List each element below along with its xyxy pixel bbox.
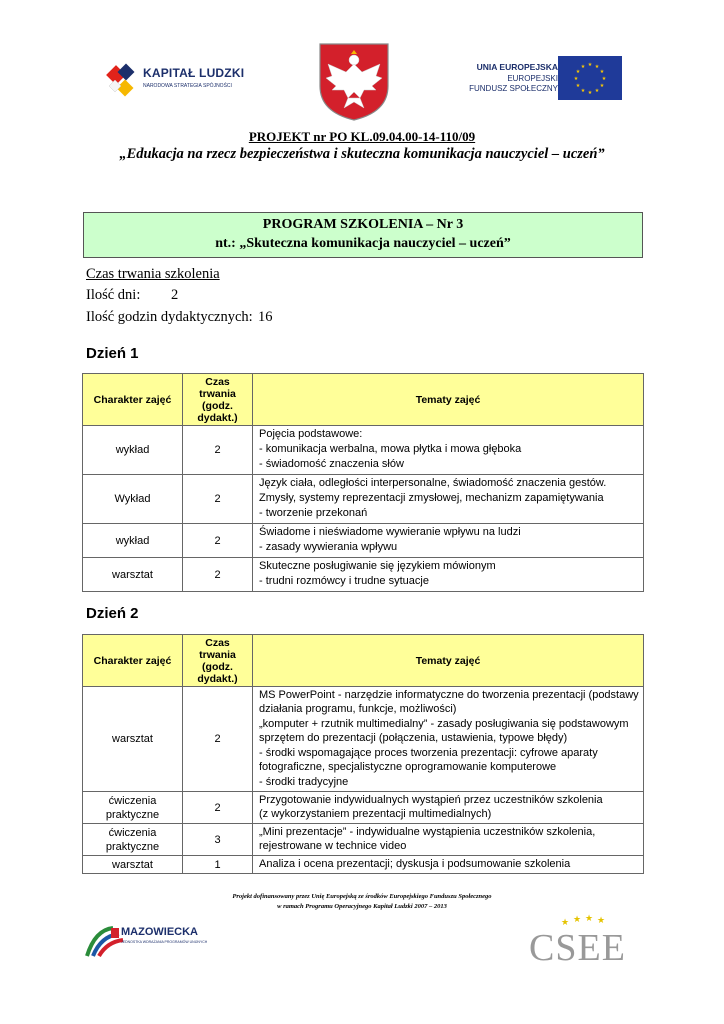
svg-text:★: ★ — [596, 916, 606, 926]
svg-text:★: ★ — [573, 76, 579, 82]
table-row: wykład 2 Świadome i nieświadome wywieranie wpływu na ludzi - zasady wywierania wpływu — [83, 524, 644, 558]
project-title: „Edukacja na rzecz bezpieczeństwa i skuteczna komunikacja nauczyciel – uczeń” — [119, 146, 605, 162]
day1-title: Dzień 1 — [86, 345, 139, 362]
hours-label: Ilość godzin dydaktycznych: — [86, 309, 253, 325]
duration-heading: Czas trwania szkolenia — [86, 266, 220, 282]
svg-text:★: ★ — [599, 69, 605, 75]
footer-line2: w ramach Programu Operacyjnego Kapitał Ludzki 2007 – 2013 — [277, 903, 447, 910]
mazowsze-crest — [318, 42, 390, 122]
eu-efs-logo — [448, 52, 628, 104]
svg-text:★: ★ — [584, 914, 594, 924]
header-charakter: Charakter zajęć — [83, 374, 183, 426]
svg-text:★: ★ — [575, 69, 581, 75]
program-box — [83, 212, 643, 258]
program-topic: nt.: „Skuteczna komunikacja nauczyciel – uczeń” — [215, 236, 511, 251]
day2-title: Dzień 2 — [86, 605, 139, 622]
svg-text:★: ★ — [560, 918, 570, 928]
table-row: Wykład 2 Język ciała, odległości interpersonalne, świadomość znaczenia gestów. Zmysły, systemy reprezentacji zmysłowej, mechanizm zapamiętywania - tworzenie przekonań — [83, 475, 644, 524]
mazowiecka-logo — [85, 918, 210, 963]
header-tematy: Tematy zajęć — [253, 374, 644, 426]
table-row: warsztat 1 Analiza i ocena prezentacji; dyskusja i podsumowanie szkolenia — [83, 856, 644, 874]
eagle-crest-icon — [318, 42, 390, 122]
table-row: ćwiczenia praktyczne 3 „Mini prezentacje” - indywidualne wystąpienia uczestników szkolenia, rejestrowane w technice video — [83, 824, 644, 856]
header-czas: Czas trwania (godz. dydakt.) — [183, 635, 253, 687]
footer-line1: Projekt dofinansowany przez Unię Europejską ze środków Europejskiego Funduszu Społecznego — [232, 893, 492, 900]
maz-subtitle: JEDNOSTKA WDRAŻANIA PROGRAMÓW UNIJNYCH — [121, 940, 208, 944]
csee-logo — [525, 912, 640, 972]
svg-text:★: ★ — [580, 88, 586, 94]
project-code: PROJEKT nr PO KL.09.04.00-14-110/09 — [248, 129, 476, 144]
table-row: ćwiczenia praktyczne 2 Przygotowanie indywidualnych wystąpień przez uczestników szkolenia (z wykorzystaniem prezentacji multimedialnych) — [83, 792, 644, 824]
svg-text:★: ★ — [594, 88, 600, 94]
csee-text: CSEE — [529, 927, 626, 969]
svg-text:★: ★ — [594, 64, 600, 70]
maz-name: MAZOWIECKA — [121, 926, 198, 938]
table-header-row — [83, 374, 644, 426]
svg-text:★: ★ — [575, 83, 581, 89]
svg-text:★: ★ — [601, 76, 607, 82]
svg-text:★: ★ — [599, 83, 605, 89]
table-row: warsztat 2 Skuteczne posługiwanie się językiem mówionym - trudni rozmówcy i trudne sytuacje — [83, 558, 644, 592]
day2-table — [82, 634, 644, 874]
eu-line3: FUNDUSZ SPOŁECZNY — [469, 84, 558, 93]
svg-text:★: ★ — [572, 915, 582, 925]
day1-table — [82, 373, 644, 592]
header-czas: Czas trwania (godz. dydakt.) — [183, 374, 253, 426]
kl-subtitle: NARODOWA STRATEGIA SPÓJNOŚCI — [143, 83, 232, 89]
hours-value: 16 — [258, 309, 273, 325]
table-row: warsztat 2 MS PowerPoint - narzędzie informatyczne do tworzenia prezentacji (podstawy działania programu, funkcje, możliwości) „komputer + rzutnik multimedialny” - zasady posługiwania się podstawowym sprzętem do prezentacji (połączenia, ustawienia, typowe błędy) - środki wspomagające proces tworzenia prezentacji: cyfrowe aparaty fotograficzne, specjalistyczne oprogramowanie komputerowe - środki tradycyjne — [83, 687, 644, 792]
svg-text:★: ★ — [587, 62, 593, 68]
header-charakter: Charakter zajęć — [83, 635, 183, 687]
days-label: Ilość dni: — [86, 287, 141, 303]
svg-text:★: ★ — [587, 90, 593, 96]
small-crest-icon — [111, 928, 119, 938]
table-header-row — [83, 635, 644, 687]
kapital-ludzki-logo — [105, 58, 255, 108]
mazowiecka-swoosh-icon — [85, 922, 125, 958]
kl-name: KAPITAŁ LUDZKI — [143, 66, 245, 80]
eu-flag-icon — [558, 56, 622, 100]
eu-line2: EUROPEJSKI — [507, 74, 558, 83]
header-tematy: Tematy zajęć — [253, 635, 644, 687]
svg-text:★: ★ — [580, 64, 586, 70]
program-number: PROGRAM SZKOLENIA – Nr 3 — [262, 217, 464, 232]
kapital-ludzki-icon — [105, 62, 139, 102]
table-row: wykład 2 Pojęcia podstawowe: - komunikacja werbalna, mowa płytka i mowa głęboka - świadomość znaczenia słów — [83, 426, 644, 475]
days-value: 2 — [171, 287, 179, 303]
eu-line1: UNIA EUROPEJSKA — [476, 62, 558, 72]
